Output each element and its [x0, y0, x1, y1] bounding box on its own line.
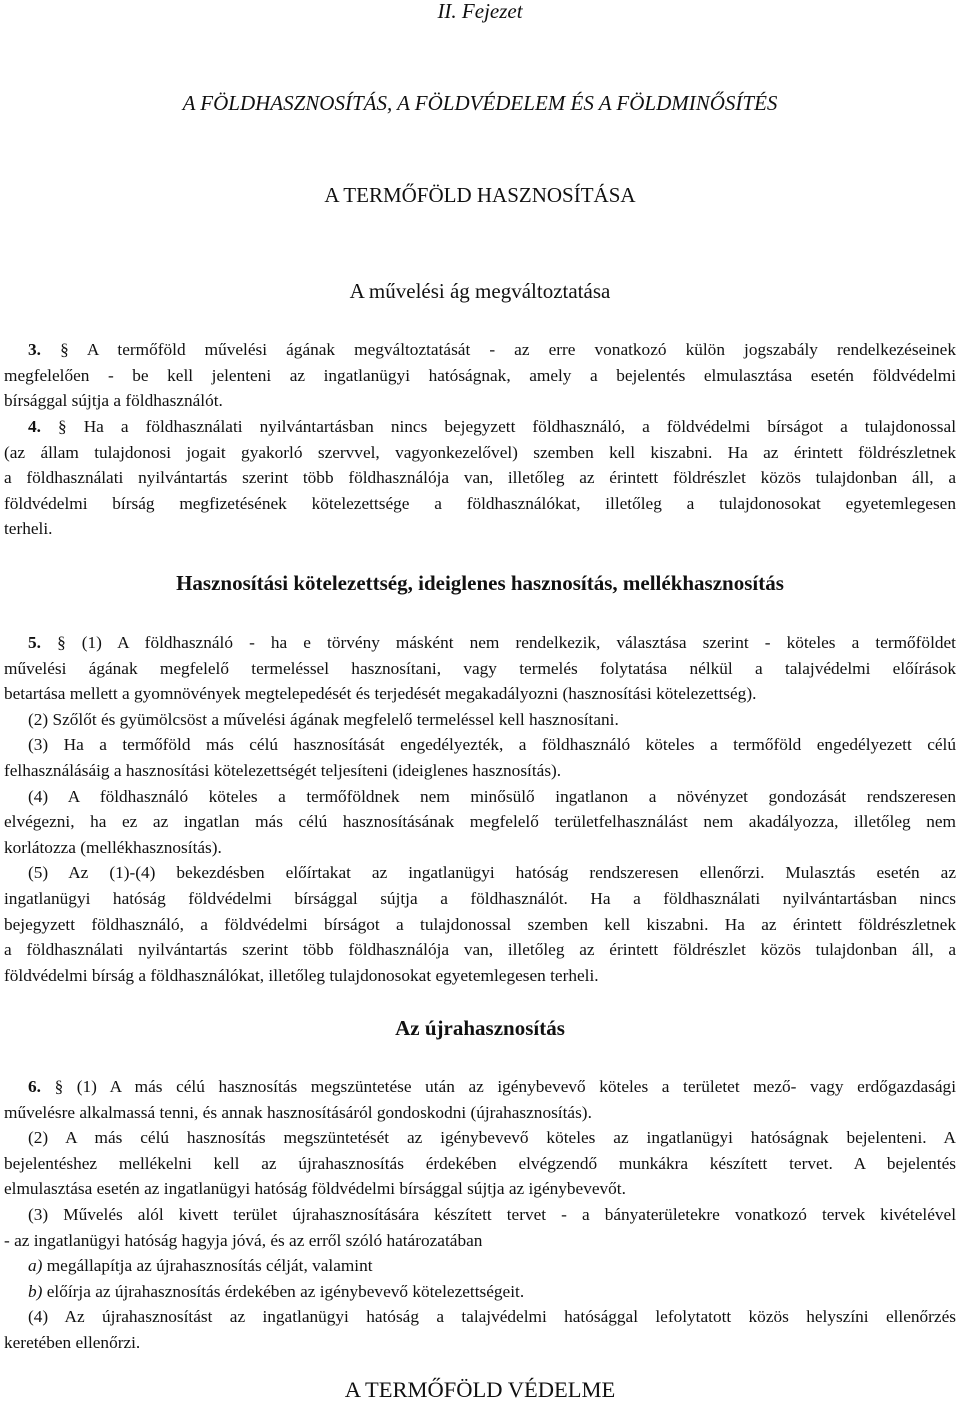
paragraph-3 [4, 337, 956, 414]
text-line: 6. § (1) A más célú hasznosítás megszüntetése után az igénybevevő köteles a területet mező- vagy erdőgazdasági [28, 1077, 956, 1096]
paragraph-number: 6. [28, 1077, 41, 1096]
text-line: művelési ágának megfelelő termeléssel hasznosítani, vagy termelés folytatása nélkül a talajvédelmi előírások [4, 658, 956, 678]
section-title: A TERMŐFÖLD HASZNOSÍTÁSA [324, 183, 636, 207]
text-line: - az ingatlanügyi hatóság hagyja jóvá, és az erről szóló határozatában [4, 1230, 483, 1250]
text-line: a földhasználati nyilvántartás szerint több földhasználója van, illetőleg az érintett földrészlet közös tulajdonban áll, a [4, 940, 956, 960]
text-line: keretében ellenőrzi. [4, 1332, 141, 1352]
text-line: 3. § A termőföld művelési ágának megváltoztatását - az erre vonatkozó külön jogszabály rendelkezéseinek [28, 340, 956, 359]
text-line: elmulasztása esetén az ingatlanügyi hatóság földvédelmi bírsággal sújtja az igénybevevőt. [4, 1179, 626, 1199]
text-line: bírsággal sújtja a földhasználót. [4, 391, 223, 411]
text-line: (3) Művelés alól kivett terület újrahasznosítására készített tervet - a bányaterületekre vonatkozó tervek kivételével [28, 1204, 956, 1224]
subsection-title-ujrahasznositas: Az újrahasznosítás [395, 1016, 565, 1040]
text-line: a földhasználati nyilvántartás szerint több földhasználója van, illetőleg az érintett földrészlet közös tulajdonban áll, a [4, 468, 956, 488]
part-title: A FÖLDHASZNOSÍTÁS, A FÖLDVÉDELEM ÉS A FÖLDMINŐSÍTÉS [182, 91, 778, 115]
text-line: elvégezni, ha ez az ingatlan más célú hasznosításának megfelelő területfelhasználást nem akadályozza, illetőleg nem [4, 812, 956, 832]
paragraph-5 [4, 630, 956, 988]
paragraph-number: 3. [28, 340, 41, 359]
subsection-title-hasznositasi: Hasznosítási kötelezettség, ideiglenes hasznosítás, mellékhasznosítás [176, 571, 784, 595]
text-line: terheli. [4, 519, 53, 539]
text-line: 5. § (1) A földhasználó - ha e törvény másként nem rendelkezik, választása szerint - köteles a termőföldet [28, 633, 956, 652]
text-line: (5) Az (1)-(4) bekezdésben előírtakat az ingatlanügyi hatóság rendszeresen ellenőrzi. Mulasztás esetén az [28, 863, 956, 883]
text-line: bejegyzett földhasználó, a földvédelmi bírságot a tulajdonossal szemben kell kiszabni. Ha az érintett földrészletnek [4, 914, 956, 934]
list-marker: b) [28, 1281, 43, 1301]
text-line: 4. § Ha a földhasználati nyilvántartásban nincs bejegyzett földhasználó, a földvédelmi bírságot a tulajdonossal [28, 417, 956, 436]
text-line: felhasználásáig a hasznosítási kötelezettségét teljesíteni (ideiglenes hasznosítás). [4, 760, 562, 780]
paragraph-number: 5. [28, 633, 41, 652]
text-line: művelésre alkalmassá tenni, és annak hasznosításáról gondoskodni (újrahasznosítás). [4, 1102, 592, 1122]
text-line: (3) Ha a termőföld más célú hasznosítását engedélyezték, a földhasználó köteles a termőföld engedélyezett célú [28, 735, 956, 755]
text-line: bejelentéshez mellékelni kell az újrahasznosítás érdekében elvégzendő munkákra készített tervet. A bejelentés [4, 1153, 956, 1173]
text-line: ingatlanügyi hatóság földvédelmi bírsággal sújtja a földhasználót. Ha a földhasználati nyilvántartásban nincs [4, 888, 956, 908]
text-line: (4) A földhasználó köteles a termőföldnek nem minősülő ingatlanon a növényzet gondozását rendszeresen [28, 786, 956, 806]
text-line: megfelelően - be kell jelenteni az ingatlanügyi hatóságnak, amely a bejelentés elmulasztása esetén földvédelmi [4, 365, 956, 385]
text-line: korlátozza (mellékhasznosítás). [4, 837, 222, 857]
subsection-title-muvelesi-ag: A művelési ág megváltoztatása [349, 279, 611, 303]
text-line: (2) Szőlőt és gyümölcsöst a művelési ágának megfelelő termeléssel kell hasznosítani. [28, 709, 619, 729]
text-line: (az állam tulajdonosi jogait gyakorló szervvel, vagyonkezelővel) szemben kell kiszabni. Ha az érintett földrészletnek [4, 442, 956, 462]
text-line: betartása mellett a gyomnövények megtelepedését és terjedését megakadályozni (hasznosítási kötelezettség). [4, 684, 757, 704]
text-line: földvédelmi bírság megfizetésének kötelezettsége a földhasználókat, illetőleg a tulajdonosokat egyetemlegesen [4, 493, 956, 513]
paragraph-4 [4, 414, 956, 542]
list-item: a) megállapítja az újrahasznosítás célját, valamint [28, 1256, 373, 1276]
text-line: (2) A más célú hasznosítás megszüntetését az igénybevevő köteles az ingatlanügyi hatóságnak bejelenteni. A [28, 1128, 956, 1148]
text-line: (4) Az újrahasznosítást az ingatlanügyi hatóság a talajvédelmi hatósággal lefolytatott közös helyszíni ellenőrzés [28, 1307, 956, 1327]
paragraph-number: 4. [28, 417, 41, 436]
paragraph-6 [4, 1074, 956, 1356]
list-item: b) előírja az újrahasznosítás érdekében az igénybevevő kötelezettségeit. [28, 1281, 525, 1301]
list-marker: a) [28, 1256, 43, 1276]
chapter-heading: II. Fejezet [437, 0, 523, 23]
text-line: földvédelmi bírság a földhasználókat, illetőleg tulajdonosokat egyetemlegesen terheli. [4, 965, 599, 985]
section-title-fold-vedelme: A TERMŐFÖLD VÉDELME [344, 1377, 616, 1402]
